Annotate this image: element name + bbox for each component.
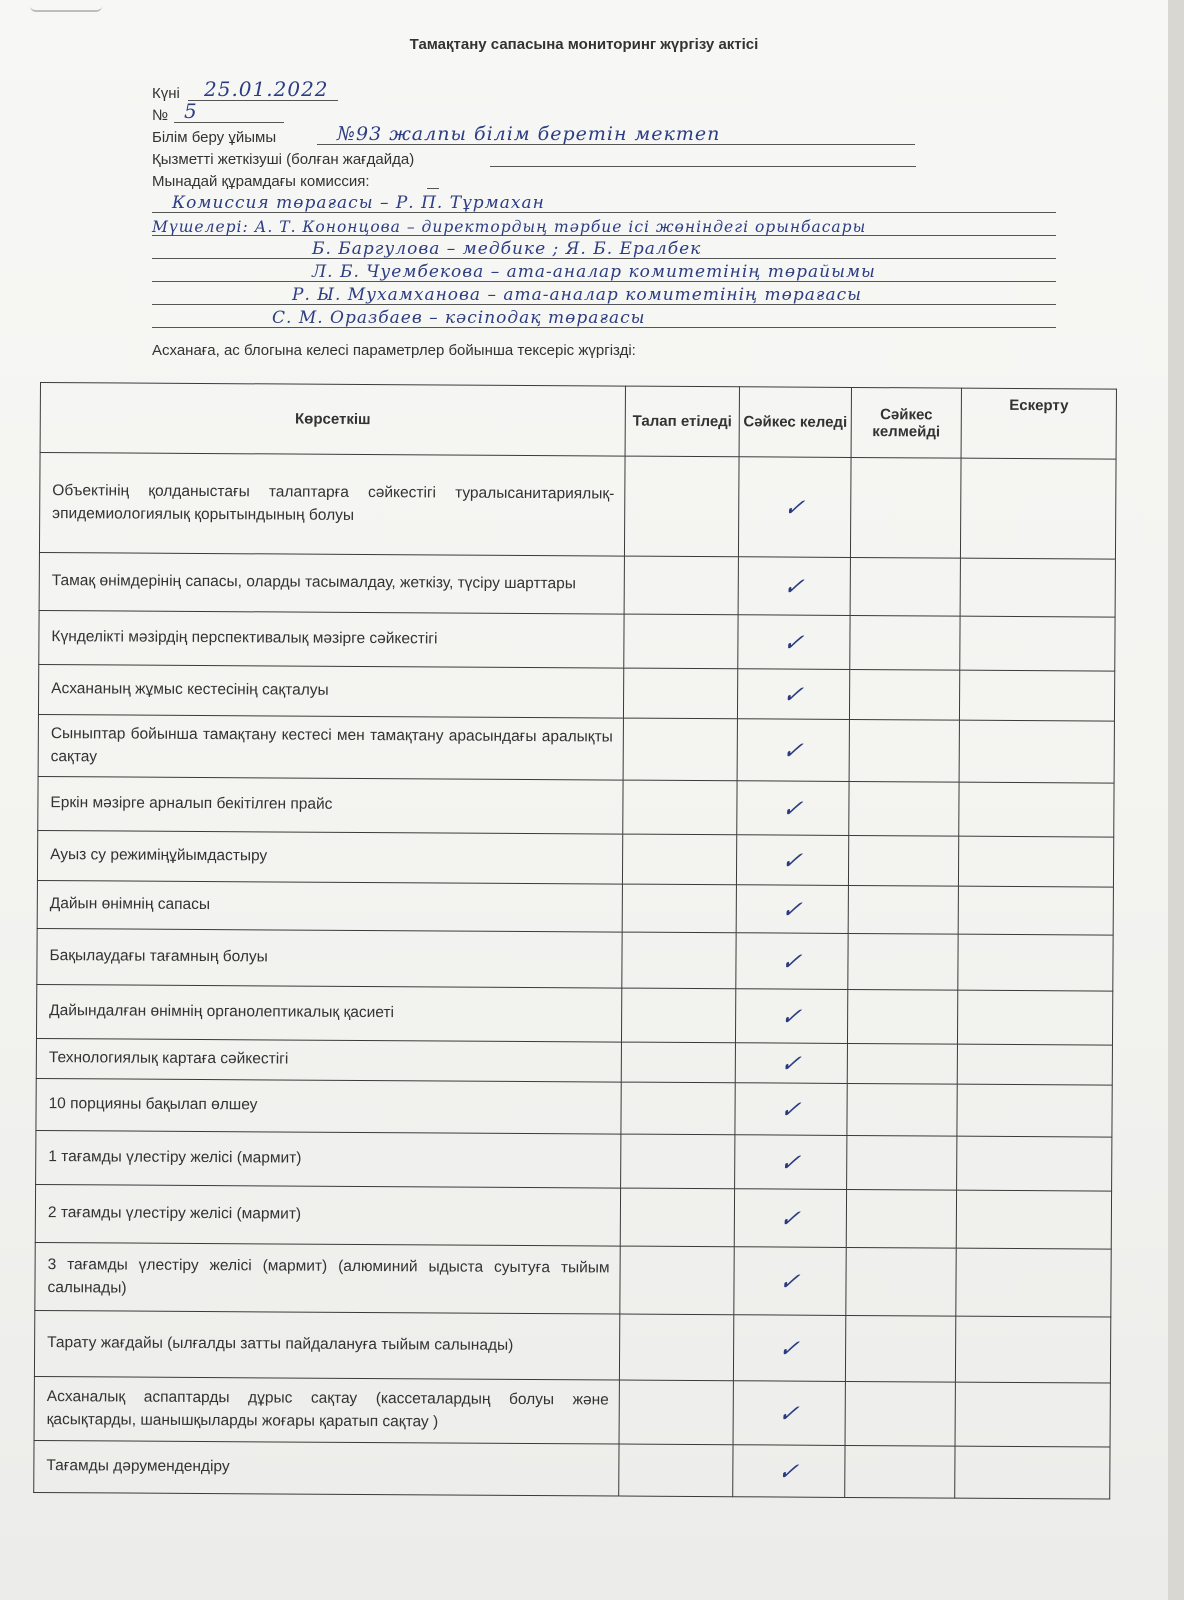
note-cell	[959, 782, 1114, 837]
note-cell	[959, 720, 1114, 783]
noncompliant-cell	[846, 1247, 956, 1316]
noncompliant-cell	[848, 885, 958, 934]
document-title: Тамақтану сапасына мониторинг жүргізу актісі	[409, 36, 759, 53]
note-cell	[957, 990, 1112, 1045]
compliant-cell	[737, 719, 849, 782]
required-cell	[623, 718, 737, 781]
indicator-cell: Дайындалған өнімнің органолептикалық қасиеті	[36, 984, 621, 1042]
table-row	[34, 1310, 1110, 1383]
note-cell	[955, 1382, 1110, 1447]
noncompliant-cell	[847, 1135, 957, 1190]
required-cell	[621, 1082, 735, 1135]
noncompliant-cell	[850, 557, 960, 616]
date-row	[152, 77, 1132, 104]
table-body	[34, 453, 1116, 1500]
indicator-cell: 1 тағамды үлестіру желісі (мармит)	[36, 1130, 621, 1188]
indicator-cell: Тағамды дәрумендендіру	[34, 1440, 619, 1496]
commission-line-1: Комиссия төрағасы – Р. П. Тұрмахан	[152, 192, 1056, 215]
compliant-cell	[737, 781, 849, 836]
commission-line-4: Л. Б. Чуембекова – ата-аналар комитетінің төрайымы	[152, 261, 1056, 284]
noncompliant-cell	[849, 719, 959, 782]
required-cell	[622, 834, 736, 885]
table-row	[36, 1038, 1112, 1085]
check-mark-icon: ✓	[778, 1095, 804, 1124]
noncompliant-cell	[847, 1043, 957, 1084]
indicator-cell: Тарату жағдайы (ылғалды затты пайдалануға тыйым салынады)	[34, 1310, 619, 1380]
note-cell	[959, 670, 1114, 721]
required-cell	[621, 1134, 735, 1189]
commission-line-6: С. М. Оразбаев – кәсіподақ төрағасы	[152, 307, 1056, 330]
table-row	[36, 984, 1112, 1045]
compliant-cell	[735, 1083, 847, 1136]
check-mark-icon: ✓	[779, 1002, 804, 1031]
supplier-row	[152, 148, 1132, 170]
indicator-cell: Күнделікті мәзірдің перспективалық мәзірге сәйкестігі	[39, 610, 624, 668]
indicator-cell: Объектінің қолданыстағы талаптарға сәйкестігі туралысанитариялық-эпидемиологиялық қорытындының болуы	[39, 453, 625, 557]
table-row	[36, 1078, 1112, 1137]
noncompliant-cell	[848, 835, 958, 886]
noncompliant-cell	[845, 1381, 955, 1446]
check-mark-icon: ✓	[776, 1457, 801, 1486]
commission-line	[427, 188, 439, 189]
commission-row	[152, 170, 1132, 192]
header-noncompliant: Сәйкес келмейді	[851, 387, 961, 458]
note-cell	[960, 558, 1115, 617]
compliant-cell	[738, 615, 850, 670]
required-cell	[624, 614, 738, 669]
header-required: Талап етіледі	[625, 386, 739, 457]
check-mark-icon: ✓	[780, 895, 805, 924]
commission-line-2: Мүшелері: А. Т. Кононцова – директордың тәрбие ісі жөніндегі орынбасары	[152, 215, 1056, 238]
note-cell	[956, 1190, 1111, 1249]
date-value: 25.01.2022	[204, 77, 329, 101]
table-row	[39, 453, 1116, 560]
supplier-label: Қызметті жеткізуші (болған жағдайда)	[152, 151, 415, 168]
org-label: Білім беру ұйымы	[152, 129, 277, 146]
check-mark-icon: ✓	[778, 1204, 803, 1233]
noncompliant-cell	[849, 781, 959, 836]
note-cell	[960, 458, 1116, 559]
required-cell	[622, 884, 736, 933]
indicator-cell: Сыныптар бойынша тамақтану кестесі мен тамақтану арасындағы аралықты сақтау	[38, 714, 623, 780]
indicator-cell: Асханалық аспаптарды дұрыс сақтау (кассеталардың болуы және қасықтарды, шанышқыларды жоғары қаратып сақтау )	[34, 1376, 619, 1444]
note-cell	[958, 886, 1113, 935]
header-note: Ескерту	[961, 388, 1116, 459]
required-cell	[621, 988, 735, 1043]
compliant-cell	[738, 457, 851, 558]
date-label: Күні	[152, 85, 180, 102]
table-row	[37, 830, 1113, 887]
table-row	[35, 1242, 1111, 1317]
noncompliant-cell	[847, 1083, 957, 1136]
required-cell	[623, 780, 737, 835]
check-mark-icon: ✓	[777, 1267, 803, 1296]
note-cell	[957, 1136, 1112, 1191]
compliant-cell	[735, 1135, 847, 1190]
note-cell	[957, 1084, 1112, 1137]
indicator-cell: Бақылаудағы тағамның болуы	[37, 928, 622, 988]
note-cell	[955, 1446, 1110, 1499]
indicator-cell: Дайын өнімнің сапасы	[37, 880, 622, 932]
table-row	[39, 552, 1115, 617]
compliant-cell	[735, 1043, 847, 1084]
required-cell	[619, 1380, 733, 1445]
table-row	[37, 880, 1113, 935]
org-value: №93 жалпы білім беретін мектеп	[337, 123, 721, 145]
table-row	[39, 610, 1115, 671]
compliant-cell	[736, 933, 848, 990]
table-row	[36, 1130, 1112, 1191]
compliant-cell	[734, 1247, 846, 1316]
check-mark-icon: ✓	[779, 947, 805, 976]
check-mark-icon: ✓	[780, 794, 806, 823]
noncompliant-cell	[846, 1189, 956, 1248]
noncompliant-cell	[850, 615, 960, 670]
note-cell	[955, 1316, 1110, 1383]
compliant-cell	[737, 669, 849, 720]
check-mark-icon: ✓	[781, 628, 807, 657]
check-mark-icon: ✓	[779, 1049, 804, 1078]
check-mark-icon: ✓	[780, 846, 805, 875]
compliant-cell	[733, 1445, 845, 1498]
note-cell	[957, 1044, 1112, 1085]
indicator-cell: 10 порцияны бақылап өлшеу	[36, 1078, 621, 1134]
required-cell	[621, 1042, 735, 1083]
compliant-cell	[733, 1381, 845, 1446]
compliant-cell	[735, 989, 847, 1044]
table-row	[38, 664, 1114, 721]
check-mark-icon: ✓	[777, 1399, 802, 1428]
indicator-cell: Технологиялық картаға сәйкестігі	[36, 1038, 621, 1082]
supplier-line	[490, 166, 916, 167]
binder-clip	[30, 0, 102, 12]
note-cell	[956, 1248, 1111, 1317]
check-mark-icon: ✓	[782, 572, 807, 601]
desk-edge	[1168, 0, 1184, 1600]
noncompliant-cell	[847, 989, 957, 1044]
table-row	[37, 928, 1113, 991]
table-row	[34, 1440, 1110, 1499]
compliant-cell	[734, 1189, 846, 1248]
required-cell	[624, 456, 739, 557]
inspection-intro: Асханаға, ас блогына келесі параметрлер бойынша тексеріс жүргізді:	[152, 342, 636, 359]
note-cell	[958, 836, 1113, 887]
inspection-table	[33, 382, 1117, 1500]
required-cell	[619, 1314, 733, 1381]
number-value: 5	[184, 99, 198, 123]
header-form	[152, 77, 1132, 330]
table-row	[34, 1376, 1110, 1447]
org-row	[152, 123, 1132, 148]
noncompliant-cell	[845, 1445, 955, 1498]
check-mark-icon: ✓	[777, 1334, 802, 1363]
compliant-cell	[736, 885, 848, 934]
required-cell	[623, 668, 737, 719]
indicator-cell: 2 тағамды үлестіру желісі (мармит)	[35, 1184, 620, 1246]
header-compliant: Сәйкес келеді	[739, 387, 851, 458]
table-row	[35, 1184, 1111, 1249]
table-row	[38, 776, 1114, 837]
commission-line-5: Р. Ы. Мухамханова – ата-аналар комитетінің төрағасы	[152, 284, 1056, 307]
note-cell	[958, 934, 1113, 991]
compliant-cell	[738, 557, 850, 616]
noncompliant-cell	[845, 1315, 955, 1382]
indicator-cell: Еркін мәзірге арналып бекітілген прайс	[38, 776, 623, 834]
check-mark-icon: ✓	[781, 736, 806, 765]
required-cell	[620, 1246, 734, 1315]
commission-members	[152, 192, 1056, 330]
note-cell	[960, 616, 1115, 671]
table-row	[38, 714, 1114, 783]
header-indicator: Көрсеткіш	[40, 383, 625, 457]
number-label: №	[152, 107, 169, 124]
required-cell	[624, 556, 738, 615]
compliant-cell	[733, 1315, 845, 1382]
indicator-cell: Ауыз су режиміңұйымдастыру	[37, 830, 622, 884]
indicator-cell: Асхананың жұмыс кестесінің сақталуы	[38, 664, 623, 718]
noncompliant-cell	[848, 933, 958, 990]
noncompliant-cell	[850, 457, 961, 558]
check-mark-icon: ✓	[782, 493, 807, 522]
indicator-cell: Тамақ өнімдерінің сапасы, оларды тасымалдау, жеткізу, түсіру шарттары	[39, 552, 624, 614]
indicator-cell: 3 тағамды үлестіру желісі (мармит) (алюминий ыдыста суытуға тыйым салынады)	[35, 1242, 620, 1314]
required-cell	[620, 1188, 734, 1247]
required-cell	[622, 932, 736, 989]
check-mark-icon: ✓	[778, 1148, 803, 1177]
commission-line-3: Б. Баргулова – медбике ; Я. Б. Ералбек	[152, 238, 1056, 261]
compliant-cell	[736, 835, 848, 886]
commission-label: Мынадай құрамдағы комиссия:	[152, 173, 370, 190]
required-cell	[619, 1444, 733, 1497]
check-mark-icon: ✓	[781, 680, 806, 709]
table-header-row	[40, 383, 1116, 460]
noncompliant-cell	[849, 669, 959, 720]
